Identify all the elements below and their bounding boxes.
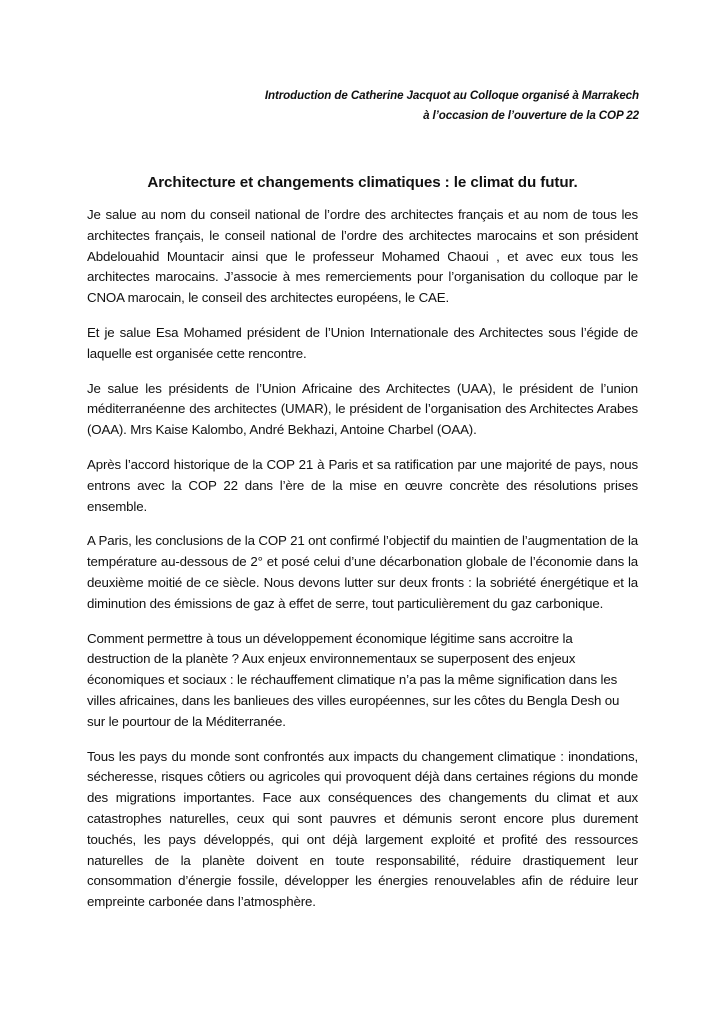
- paragraph-cop22: Après l’accord historique de la COP 21 à Paris et sa ratification par une majorité de pays, nous entrons avec la COP 22 dans l’ère de la mise en œuvre concrète des résolutions prises ensemble.: [87, 456, 638, 514]
- document-title: Architecture et changements climatiques : le climat du futur.: [147, 174, 578, 191]
- paragraph-salutations: Je salue au nom du conseil national de l’ordre des architectes français et au nom de tous les architectes français, le conseil national de l’ordre des architectes marocains et son président Abdelouahid Mountacir ainsi que le professeur Mohamed Chaoui , et avec eux tous les architectes marocains. J’associe à mes remerciements pour l’organisation du colloque par le CNOA marocain, le conseil des architectes européens, le CAE.: [87, 207, 638, 306]
- paragraph-uia: Et je salue Esa Mohamed président de l’Union Internationale des Architectes sous l’égide de laquelle est organisée cette rencontre.: [87, 324, 638, 361]
- paragraph-development: Comment permettre à tous un développement économique légitime sans accroitre la destruction de la planète ? Aux enjeux environnementaux se superposent des enjeux économiques et sociaux : le réchauffement climatique n’a pas la même signification dans les villes africaines, dans les banlieues des villes européennes, sur les côtes du Bengla Desh ou sur le pourtour de la Méditerranée.: [87, 630, 620, 729]
- paragraph-cop21-conclusions: A Paris, les conclusions de la COP 21 ont confirmé l’objectif du maintien de l’augmentation de la température au-dessous de 2° et posé celui d’une décarbonation globale de l’économie dans la deuxième moitié de ce siècle. Nous devons lutter sur deux fronts : la sobriété énergétique et la diminution des émissions de gaz à effet de serre, tout particulièrement du gaz carbonique.: [87, 533, 638, 611]
- paragraph-presidents: Je salue les présidents de l’Union Africaine des Architectes (UAA), le président de l’union méditerranéenne des architectes (UMAR), le président de l’organisation des Architectes Arabes (OAA). Mrs Kaise Kalombo, André Bekhazi, Antoine Charbel (OAA).: [87, 380, 638, 438]
- introduction-header: [265, 86, 639, 126]
- header-line-2: à l’occasion de l’ouverture de la COP 22: [423, 109, 639, 122]
- document-body: [87, 205, 638, 927]
- header-line-1: Introduction de Catherine Jacquot au Colloque organisé à Marrakech: [264, 89, 639, 102]
- paragraph-climate-impacts: Tous les pays du monde sont confrontés aux impacts du changement climatique : inondations, sécheresse, risques côtiers ou agricoles qui provoquent déjà dans certaines régions du monde des migrations importantes. Face aux conséquences des changements du climat et aux catastrophes naturelles, ceux qui sont pauvres et démunis seront encore plus durement touchés, les pays développés, qui ont déjà largement exploité et profité des ressources naturelles de la planète doivent en toute responsabilité, réduire drastiquement leur consommation d’énergie fossile, développer les énergies renouvelables afin de réduire leur empreinte carbonée dans l’atmosphère.: [87, 748, 638, 910]
